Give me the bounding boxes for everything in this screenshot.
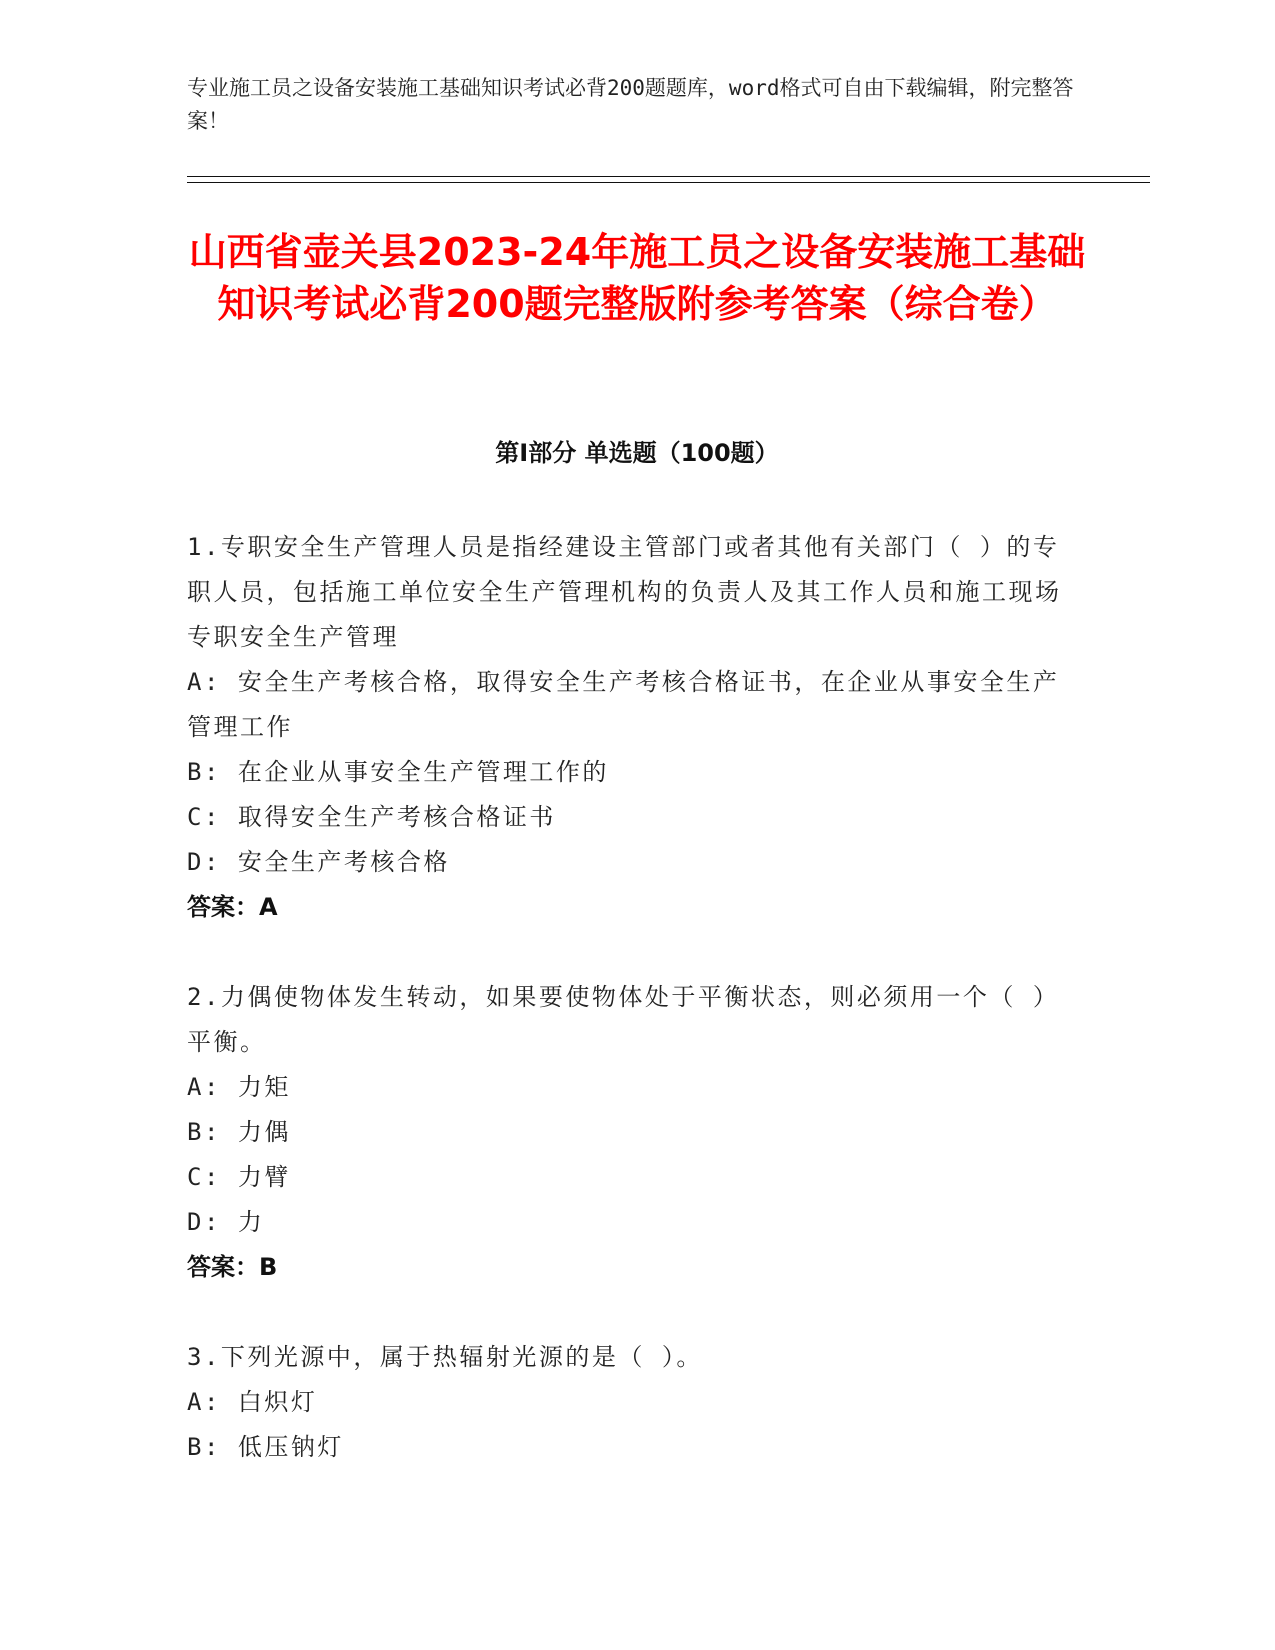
answer: 答案：A bbox=[187, 893, 278, 921]
question-stem: 3.下列光源中，属于热辐射光源的是（ ）。 bbox=[187, 1343, 703, 1371]
option-a: A: 白炽灯 bbox=[187, 1388, 318, 1416]
option-c: C: 力臂 bbox=[187, 1163, 291, 1191]
option-b: B: 力偶 bbox=[187, 1118, 291, 1146]
answer: 答案：B bbox=[187, 1253, 278, 1281]
question-list bbox=[187, 525, 1067, 1470]
section-title: 第I部分 单选题（100题） bbox=[495, 439, 779, 467]
header-rule-top bbox=[187, 176, 1150, 177]
option-a: A: 力矩 bbox=[187, 1073, 291, 1101]
option-a: A: 安全生产考核合格，取得安全生产考核合格证书，在企业从事安全生产管理工作 bbox=[187, 668, 1060, 741]
document-title: 山西省壶关县2023-24年施工员之设备安装施工基础知识考试必背200题完整版附参考答案（综合卷） bbox=[188, 230, 1086, 326]
question-1 bbox=[187, 525, 1067, 930]
question-stem: 2.力偶使物体发生转动，如果要使物体处于平衡状态，则必须用一个（ ）平衡。 bbox=[187, 983, 1060, 1056]
option-b: B: 在企业从事安全生产管理工作的 bbox=[187, 758, 609, 786]
option-d: D: 安全生产考核合格 bbox=[187, 848, 450, 876]
question-2 bbox=[187, 975, 1067, 1290]
option-c: C: 取得安全生产考核合格证书 bbox=[187, 803, 556, 831]
option-b: B: 低压钠灯 bbox=[187, 1433, 344, 1461]
header-rule-bottom bbox=[187, 182, 1150, 183]
question-stem: 1.专职安全生产管理人员是指经建设主管部门或者其他有关部门（ ）的专职人员，包括施工单位安全生产管理机构的负责人及其工作人员和施工现场专职安全生产管理 bbox=[187, 533, 1062, 651]
question-3 bbox=[187, 1335, 1067, 1470]
header-note: 专业施工员之设备安装施工基础知识考试必背200题题库，word格式可自由下载编辑，附完整答案！ bbox=[187, 76, 1074, 133]
option-d: D: 力 bbox=[187, 1208, 265, 1236]
